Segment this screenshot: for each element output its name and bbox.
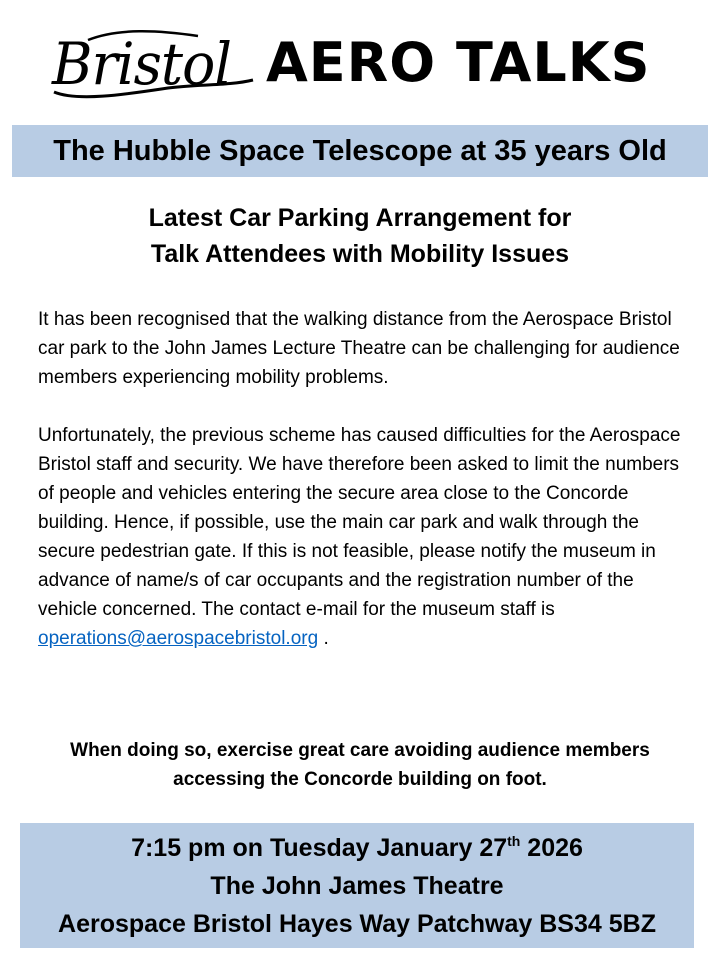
safety-notice-line-2: accessing the Concorde building on foot. xyxy=(173,769,547,790)
event-details-banner xyxy=(20,823,694,948)
safety-notice-line-1: When doing so, exercise great care avoiding audience members xyxy=(70,740,650,761)
event-year: 2026 xyxy=(520,833,583,862)
body-text xyxy=(38,305,688,653)
safety-notice xyxy=(0,736,720,794)
paragraph-2-text: Unfortunately, the previous scheme has caused difficulties for the Aerospace Bristol staff and security. We have therefore been asked to limit the numbers of people and vehicles entering the secure area close to the Concorde building. Hence, if possible, use the main car park and walk through the secure pedestrian gate. If this is not feasible, please notify the museum in advance of name/s of car occupants and the registration number of the vehicle concerned. The contact e-mail for the museum staff is xyxy=(38,425,681,620)
paragraph-1: It has been recognised that the walking distance from the Aerospace Bristol car park to the John James Lecture Theatre can be challenging for audience members experiencing mobility problems. xyxy=(38,309,680,388)
event-time xyxy=(131,829,583,867)
notice-heading-line-1: Latest Car Parking Arrangement for xyxy=(148,204,572,232)
event-address: Aerospace Bristol Hayes Way Patchway BS34 5BZ xyxy=(58,909,656,938)
event-venue: The John James Theatre xyxy=(210,871,504,900)
notice-heading-line-2: Talk Attendees with Mobility Issues xyxy=(150,240,570,268)
talk-title: The Hubble Space Telescope at 35 years Old xyxy=(53,134,667,167)
event-time-prefix: 7:15 pm on Tuesday January 27 xyxy=(131,833,508,862)
ordinal-suffix: th xyxy=(507,832,521,849)
notice-heading xyxy=(0,200,720,272)
bristol-logo: Bristol xyxy=(52,30,232,98)
paragraph-2 xyxy=(38,421,688,653)
talk-title-banner xyxy=(12,125,708,177)
contact-email-link[interactable]: operations@aerospacebristol.org xyxy=(38,628,319,649)
aero-talks-title: AERO TALKS xyxy=(266,31,651,94)
header xyxy=(0,18,720,108)
email-suffix: . xyxy=(318,628,329,649)
